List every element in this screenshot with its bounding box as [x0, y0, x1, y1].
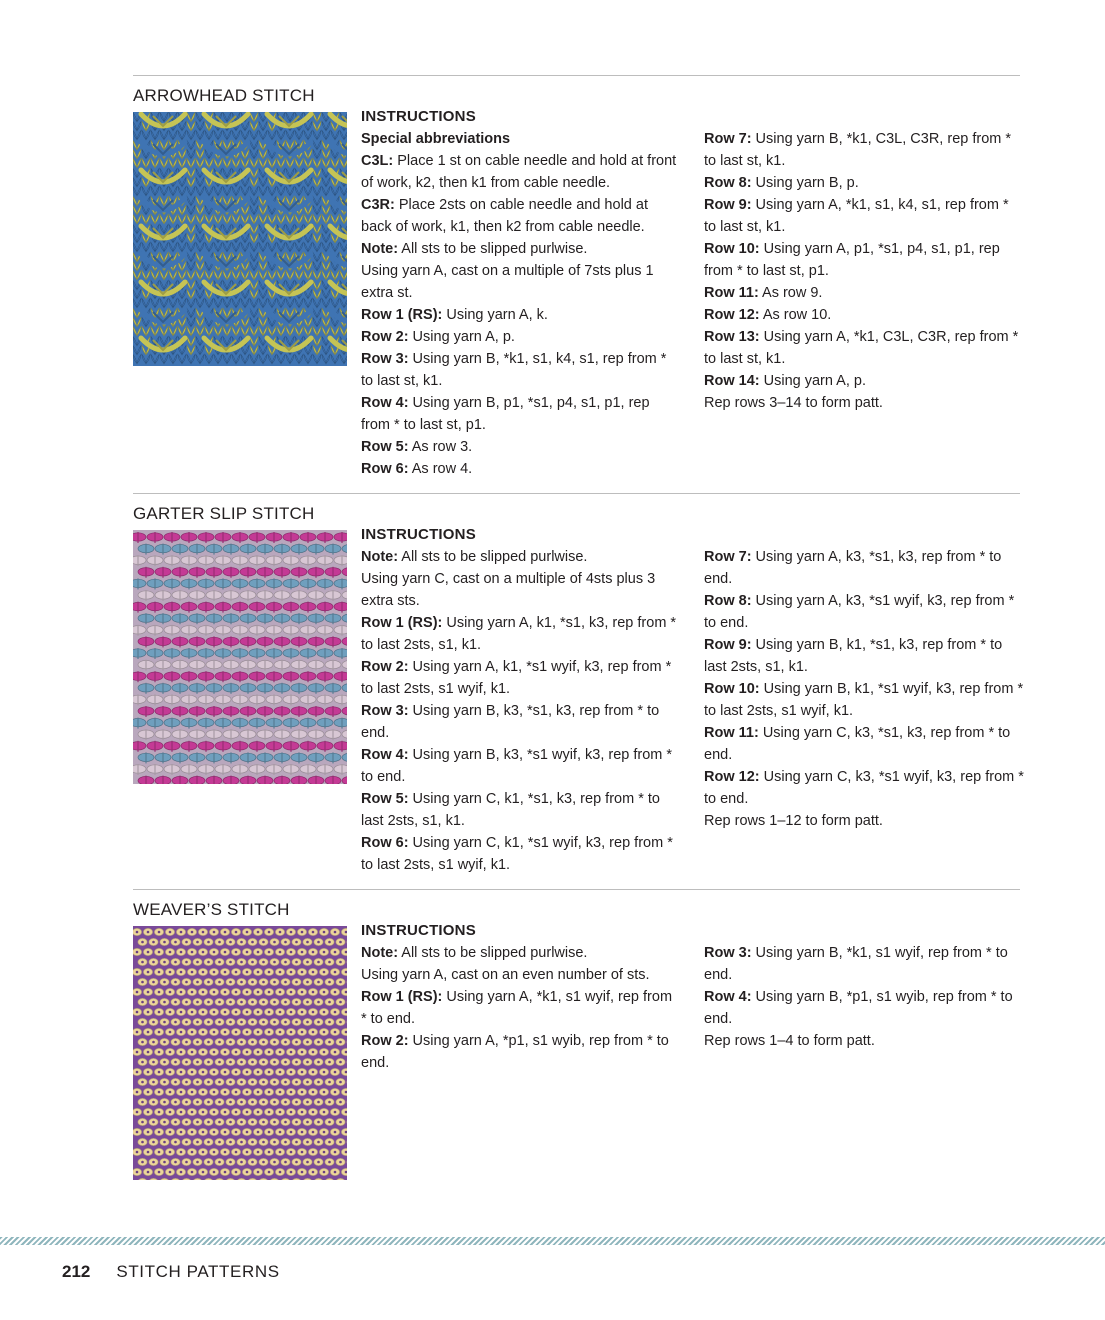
page-footer [62, 1262, 280, 1282]
row-text: Using yarn B, k1, *s1, k3, rep from * to last 2sts, s1, k1. [704, 637, 1003, 675]
instruction-line [361, 458, 681, 480]
row-text: Using yarn A, p. [759, 373, 866, 389]
instruction-line [361, 326, 681, 348]
weavers-knit-swatch [133, 926, 347, 1180]
row-text: Using yarn B, k1, *s1 wyif, k3, rep from * to last 2sts, s1 wyif, k1. [704, 681, 1024, 719]
instruction-line [704, 986, 1024, 1030]
row-text: Using yarn A, cast on an even number of sts. [361, 967, 650, 983]
row-label: Row 14: [704, 373, 760, 389]
instructions-column-2 [704, 942, 1024, 1052]
instructions-column-1 [361, 106, 681, 480]
instruction-line [704, 370, 1024, 392]
row-text: Using yarn A, *k1, s1, k4, s1, rep from * to last st, k1. [704, 197, 1009, 235]
row-text: Using yarn B, p. [751, 175, 859, 191]
row-text: Using yarn B, *p1, s1 wyib, rep from * to end. [704, 989, 1013, 1027]
row-label: Row 9: [704, 197, 752, 213]
instructions-heading: INSTRUCTIONS [361, 108, 476, 125]
section-weavers-stitch [133, 900, 1020, 1200]
instruction-line [704, 392, 1024, 414]
instruction-line [361, 150, 681, 194]
page-number: 212 [62, 1262, 91, 1281]
row-text: Using yarn A, p. [408, 329, 515, 345]
instructions-column-1 [361, 920, 681, 1074]
row-text: Using yarn C, k1, *s1 wyif, k3, rep from * to last 2sts, s1 wyif, k1. [361, 835, 673, 873]
instruction-line [361, 832, 681, 876]
instruction-line [361, 546, 681, 568]
instructions-heading: INSTRUCTIONS [361, 526, 476, 543]
instruction-line [361, 1030, 681, 1074]
instruction-line [361, 392, 681, 436]
instructions-column-2 [704, 128, 1024, 414]
section-title: GARTER SLIP STITCH [133, 504, 315, 523]
instruction-line [361, 436, 681, 458]
instruction-line [704, 634, 1024, 678]
row-label: Row 12: [704, 769, 760, 785]
section-divider [133, 75, 1020, 76]
instruction-line [704, 766, 1024, 810]
row-text: Using yarn B, p1, *s1, p4, s1, p1, rep from * to last st, p1. [361, 395, 650, 433]
row-label: Row 4: [361, 395, 409, 411]
row-text: All sts to be slipped purlwise. [398, 241, 588, 257]
row-label: Row 6: [361, 461, 409, 477]
row-text: Place 1 st on cable needle and hold at front of work, k2, then k1 from cable needle. [361, 153, 677, 191]
instruction-line [361, 986, 681, 1030]
instruction-line [704, 1030, 1024, 1052]
row-label: Row 8: [704, 175, 752, 191]
instructions-subheading: Special abbreviations [361, 131, 511, 147]
instruction-line [361, 656, 681, 700]
instruction-line [361, 348, 681, 392]
instruction-line [361, 260, 681, 304]
row-label: Row 6: [361, 835, 409, 851]
row-label: Row 1 (RS): [361, 989, 443, 1005]
row-label: C3L: [361, 153, 394, 169]
row-text: Rep rows 1–4 to form patt. [704, 1033, 875, 1049]
row-text: As row 9. [758, 285, 823, 301]
section-divider [133, 493, 1020, 494]
garter-slip-knit-swatch [133, 530, 347, 784]
row-label: Row 2: [361, 659, 409, 675]
section-divider [133, 889, 1020, 890]
row-label: Row 8: [704, 593, 752, 609]
instruction-line [361, 788, 681, 832]
row-label: Note: [361, 241, 399, 257]
arrowhead-knit-swatch [133, 112, 347, 366]
instruction-line [704, 172, 1024, 194]
footer-decorative-band [0, 1237, 1105, 1245]
section-arrowhead-stitch [133, 86, 1020, 486]
row-label: Row 3: [361, 351, 409, 367]
row-text: Using yarn B, *k1, s1, k4, s1, rep from * to last st, k1. [361, 351, 667, 389]
row-text: Using yarn A, k3, *s1 wyif, k3, rep from * to end. [704, 593, 1015, 631]
section-title: WEAVER’S STITCH [133, 900, 290, 919]
instruction-line [704, 942, 1024, 986]
instruction-line [361, 238, 681, 260]
row-text: Using yarn C, k3, *s1 wyif, k3, rep from * to end. [704, 769, 1024, 807]
row-text: All sts to be slipped purlwise. [398, 549, 588, 565]
instructions-heading: INSTRUCTIONS [361, 922, 476, 939]
row-label: Row 7: [704, 131, 752, 147]
row-label: Row 2: [361, 329, 409, 345]
section-garter-slip-stitch [133, 504, 1024, 884]
instruction-line [361, 700, 681, 744]
row-text: Rep rows 1–12 to form patt. [704, 813, 883, 829]
row-text: As row 3. [408, 439, 473, 455]
instruction-line [704, 590, 1024, 634]
instruction-line [704, 128, 1024, 172]
row-label: Row 5: [361, 439, 409, 455]
row-text: All sts to be slipped purlwise. [398, 945, 588, 961]
instruction-line [704, 546, 1024, 590]
instructions-column-2 [704, 546, 1024, 832]
row-text: Using yarn A, *k1, s1 wyif, rep from * to end. [361, 989, 673, 1027]
row-text: Using yarn A, p1, *s1, p4, s1, p1, rep from * to last st, p1. [704, 241, 1000, 279]
row-text: Using yarn B, *k1, C3L, C3R, rep from * to last st, k1. [704, 131, 1012, 169]
row-text: Using yarn C, k3, *s1, k3, rep from * to end. [704, 725, 1011, 763]
row-label: Row 1 (RS): [361, 615, 443, 631]
instruction-line [704, 304, 1024, 326]
row-label: Row 9: [704, 637, 752, 653]
instruction-line [361, 194, 681, 238]
row-label: Row 12: [704, 307, 760, 323]
instruction-line [704, 722, 1024, 766]
row-text: Using yarn A, k3, *s1, k3, rep from * to end. [704, 549, 1002, 587]
row-label: Row 3: [704, 945, 752, 961]
row-label: C3R: [361, 197, 395, 213]
instruction-line [704, 238, 1024, 282]
instruction-line [361, 304, 681, 326]
row-label: Note: [361, 945, 399, 961]
instruction-line [704, 282, 1024, 304]
row-label: Row 4: [361, 747, 409, 763]
row-text: Using yarn A, k1, *s1, k3, rep from * to last 2sts, s1, k1. [361, 615, 677, 653]
instruction-line [361, 568, 681, 612]
row-text: Using yarn B, k3, *s1, k3, rep from * to end. [361, 703, 660, 741]
row-label: Row 2: [361, 1033, 409, 1049]
row-label: Row 13: [704, 329, 760, 345]
row-text: Using yarn C, cast on a multiple of 4sts plus 3 extra sts. [361, 571, 656, 609]
row-label: Row 11: [704, 725, 759, 741]
instruction-line [704, 678, 1024, 722]
instruction-line [704, 326, 1024, 370]
row-label: Row 7: [704, 549, 752, 565]
row-label: Row 10: [704, 681, 760, 697]
row-label: Row 11: [704, 285, 759, 301]
instruction-line [704, 810, 1024, 832]
row-label: Row 1 (RS): [361, 307, 443, 323]
row-label: Row 4: [704, 989, 752, 1005]
running-section-title: STITCH PATTERNS [116, 1262, 280, 1281]
row-text: Rep rows 3–14 to form patt. [704, 395, 883, 411]
row-text: Using yarn B, *k1, s1 wyif, rep from * to end. [704, 945, 1008, 983]
row-label: Row 3: [361, 703, 409, 719]
section-title: ARROWHEAD STITCH [133, 86, 315, 105]
row-text: As row 4. [408, 461, 473, 477]
row-text: Using yarn A, *p1, s1 wyib, rep from * to end. [361, 1033, 669, 1071]
instruction-line [361, 964, 681, 986]
instruction-line [704, 194, 1024, 238]
row-label: Row 5: [361, 791, 409, 807]
row-text: Using yarn A, *k1, C3L, C3R, rep from * to last st, k1. [704, 329, 1019, 367]
row-label: Row 10: [704, 241, 760, 257]
row-text: Using yarn A, cast on a multiple of 7sts plus 1 extra st. [361, 263, 654, 301]
row-text: Using yarn B, k3, *s1 wyif, k3, rep from * to end. [361, 747, 673, 785]
row-label: Note: [361, 549, 399, 565]
row-text: Using yarn A, k1, *s1 wyif, k3, rep from * to last 2sts, s1 wyif, k1. [361, 659, 672, 697]
instruction-line [361, 744, 681, 788]
instruction-line [361, 612, 681, 656]
instruction-line [361, 942, 681, 964]
instructions-column-1 [361, 524, 681, 876]
row-text: Using yarn C, k1, *s1, k3, rep from * to last 2sts, s1, k1. [361, 791, 660, 829]
row-text: Place 2sts on cable needle and hold at back of work, k1, then k2 from cable needle. [361, 197, 648, 235]
row-text: As row 10. [759, 307, 832, 323]
row-text: Using yarn A, k. [442, 307, 548, 323]
